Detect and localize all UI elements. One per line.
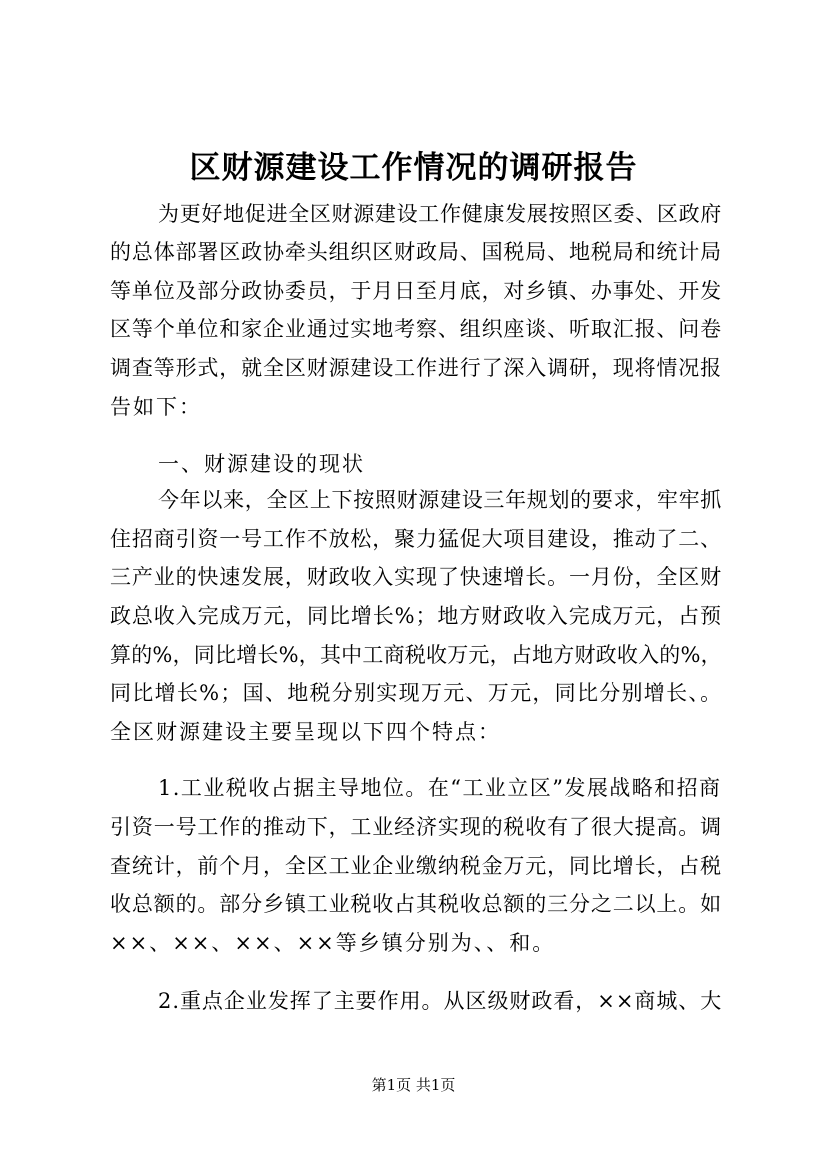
paragraph-line: ××、××、××、××等乡镇分别为、、和。: [110, 931, 556, 955]
paragraph-line: 引资一号工作的推动下，工业经济实现的税收有了很大提高。调: [110, 815, 722, 839]
paragraph-line: 的总体部署区政协牵头组织区财政局、国税局、地税局和统计局: [110, 240, 722, 264]
page-number-footer: 第1页 共1页: [371, 1076, 456, 1094]
paragraph-line: 今年以来，全区上下按照财源建设三年规划的要求，牢牢抓: [158, 488, 722, 512]
document-title: 区财源建设工作情况的调研报告: [189, 150, 638, 186]
paragraph-line: 调查等形式，就全区财源建设工作进行了深入调研，现将情况报: [110, 356, 722, 380]
paragraph-line: 住招商引资一号工作不放松，聚力猛促大项目建设，推动了二、: [110, 527, 722, 551]
paragraph-line: 三产业的快速发展，财政收入实现了快速增长。一月份，全区财: [110, 565, 722, 589]
paragraph-line: 收总额的。部分乡镇工业税收占其税收总额的三分之二以上。如: [110, 892, 722, 916]
paragraph-line: 1.工业税收占据主导地位。在“工业立区”发展战略和招商: [158, 776, 722, 800]
paragraph-line: 2.重点企业发挥了主要作用。从区级财政看，××商城、大: [158, 989, 723, 1013]
paragraph-line: 同比增长%；国、地税分别实现万元、万元，同比分别增长、。: [110, 681, 723, 705]
paragraph-line: 政总收入完成万元，同比增长%；地方财政收入完成万元，占预: [110, 604, 722, 628]
paragraph-line: 为更好地促进全区财源建设工作健康发展按照区委、区政府: [158, 202, 722, 226]
paragraph-line: 查统计，前个月，全区工业企业缴纳税金万元，同比增长，占税: [110, 854, 722, 878]
paragraph-line: 算的%，同比增长%，其中工商税收万元，占地方财政收入的%，: [110, 643, 722, 667]
paragraph-line: 告如下：: [110, 395, 202, 419]
paragraph-line: 区等个单位和家企业通过实地考察、组织座谈、听取汇报、问卷: [110, 317, 722, 341]
section-heading: 一、财源建设的现状: [158, 452, 365, 476]
paragraph-line: 全区财源建设主要呈现以下四个特点：: [110, 720, 501, 744]
paragraph-line: 等单位及部分政协委员，于月日至月底，对乡镇、办事处、开发: [110, 279, 722, 303]
